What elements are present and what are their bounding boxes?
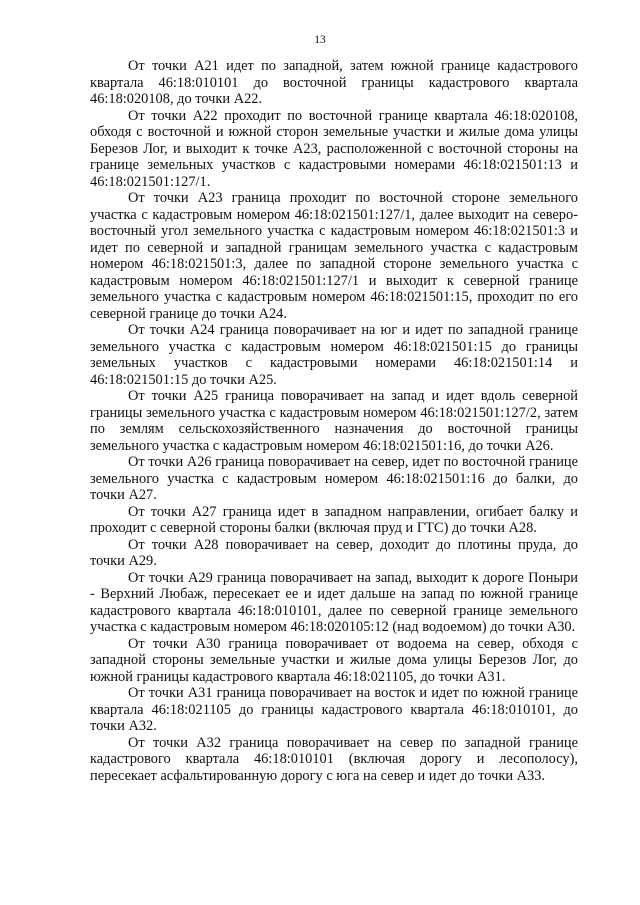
document-body: [90, 58, 578, 784]
page-number: 13: [314, 34, 326, 46]
paragraph-a27-a28: От точки А27 граница идет в западном направлении, огибает балку и проходит с северной стороны балки (включая пруд и ГТС) до точки А28.: [90, 503, 578, 536]
paragraph-a21-a22: От точки А21 идет по западной, затем южной границе кадастрового квартала 46:18:010101 до восточной границы кадастрового квартала 46:18:020108, до точки А22.: [90, 58, 578, 107]
paragraph-a29-a30: От точки А29 граница поворачивает на запад, выходит к дороге Поныри - Верхний Любаж, пересекает ее и идет дальше на запад по южной границе кадастрового квартала 46:18:010101, далее по северной границе земельного участка с кадастровым номером 46:18:020105:12 (над водоемом) до точки А30.: [90, 569, 578, 635]
paragraph-a25-a26: От точки А25 граница поворачивает на запад и идет вдоль северной границы земельного участка с кадастровым номером 46:18:021501:127/2, затем по землям сельскохозяйственного назначения до восточной границы земельного участка с кадастровым номером 46:18:021501:16, до точки А26.: [90, 388, 578, 454]
paragraph-a28-a29: От точки А28 поворачивает на север, доходит до плотины пруда, до точки А29.: [90, 536, 578, 569]
paragraph-a23-a24: От точки А23 граница проходит по восточной стороне земельного участка с кадастровым номером 46:18:021501:127/1, далее выходит на северо-восточный угол земельного участка с кадастровым номером 46:18:021501:3 и идет по северной и западной границам земельного участка с кадастровым номером 46:18:021501:3, далее по западной стороне земельного участка с кадастровым номером 46:18:021501:127/1 и выходит к северной границе земельного участка с кадастровым номером 46:18:021501:15, проходит по его северной границе до точки А24.: [90, 190, 578, 322]
paragraph-a31-a32: От точки А31 граница поворачивает на восток и идет по южной границе квартала 46:18:021105 до границы кадастрового квартала 46:18:010101, до точки А32.: [90, 685, 578, 734]
paragraph-a32-a33: От точки А32 граница поворачивает на север по западной границе кадастрового квартала 46:18:010101 (включая дорогу и лесополосу), пересекает асфальтированную дорогу с юга на север и идет до точки А33.: [90, 734, 578, 784]
paragraph-a24-a25: От точки А24 граница поворачивает на юг и идет по западной границе земельного участка с кадастровым номером 46:18:021501:15 до границы земельных участков с кадастровыми номерами 46:18:021501:14 и 46:18:021501:15 до точки А25.: [90, 322, 578, 388]
paragraph-a26-a27: От точки А26 граница поворачивает на север, идет по восточной границе земельного участка с кадастровым номером 46:18:021501:16 до балки, до точки А27.: [90, 454, 578, 503]
paragraph-a22-a23: От точки А22 проходит по восточной границе квартала 46:18:020108, обходя с восточной и южной сторон земельные участки и жилые дома улицы Березов Лог, и выходит к точке А23, расположенной с восточной стороны на границе земельных участков с кадастровыми номерами 46:18:021501:13 и 46:18:021501:127/1.: [90, 107, 578, 190]
paragraph-a30-a31: От точки А30 граница поворачивает от водоема на север, обходя с западной стороны земельные участки и жилые дома улицы Березов Лог, до южной границы кадастрового квартала 46:18:021105, до точки А31.: [90, 635, 578, 685]
